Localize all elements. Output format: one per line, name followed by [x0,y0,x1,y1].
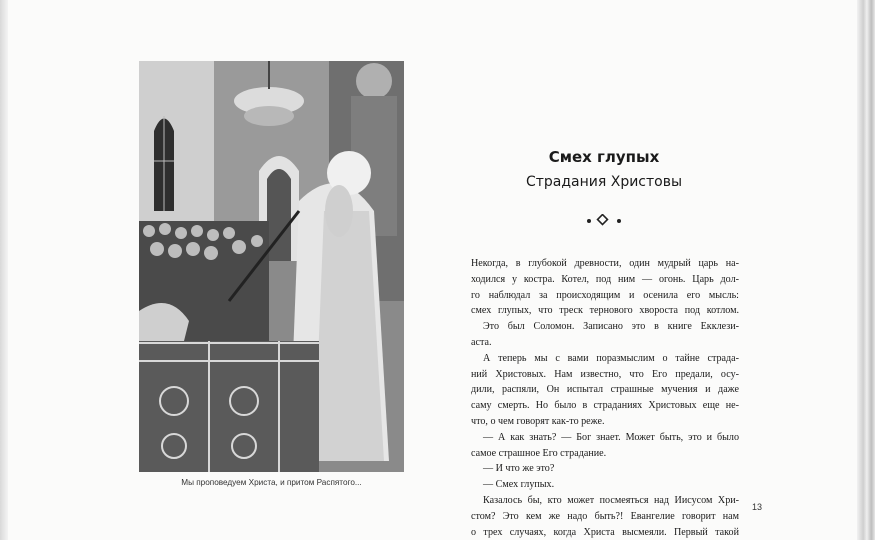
text-line: А теперь мы с вами поразмыслим о тайне страда- [483,352,739,364]
text-line: саму смерть. Но было в страданиях Христовых еще не- [471,400,739,412]
text-line: самое страшное Его страдание. [471,447,607,459]
left-page-edge [0,0,8,540]
chapter-subtitle: Страдания Христовы [525,174,683,190]
page-number: 13 [752,502,763,512]
text-line: стом? Это кем же надо быть?! Евангелие говорит нам [471,510,739,522]
chapter-title: Смех глупых [548,148,660,166]
photo-illustration [139,61,404,472]
text-line: аста. [471,336,492,348]
text-line: смех глупых, что треск тернового хвороста под котлом. [471,305,739,317]
text-line: ходился у костра. Котел, под ним — огонь. Царь дол- [471,273,739,285]
text-line: Казалось бы, кто может посмеяться над Иисусом Хри- [483,494,739,506]
body-text [471,256,739,540]
ornament-divider-icon [584,214,624,228]
text-line: Это был Соломон. Записано это в книге Екклези- [483,321,739,333]
text-line: Некогда, в глубокой древности, один мудрый царь на- [471,258,739,269]
right-page-edge [857,0,875,540]
text-line: о трех случаях, когда Христа высмеяли. Первый такой [471,526,739,538]
photo-caption: Мы проповедуем Христа, и притом Распятого... [181,478,362,487]
text-line: дили, распяли, Он испытал страшные мучения и даже [471,384,739,396]
text-line: — И что же это? [483,463,555,475]
text-line: ний Христовых. Нам известно, что Его предали, осу- [471,368,739,380]
text-line: что, о чем говорят как-то реже. [471,415,605,427]
text-line: — А как знать? — Бог знает. Может быть, это и было [483,431,739,443]
text-line: — Смех глупых. [483,479,555,491]
text-line: го наблюдал за происходящим и осенила его мысль: [471,289,739,301]
church-photo [139,61,404,472]
